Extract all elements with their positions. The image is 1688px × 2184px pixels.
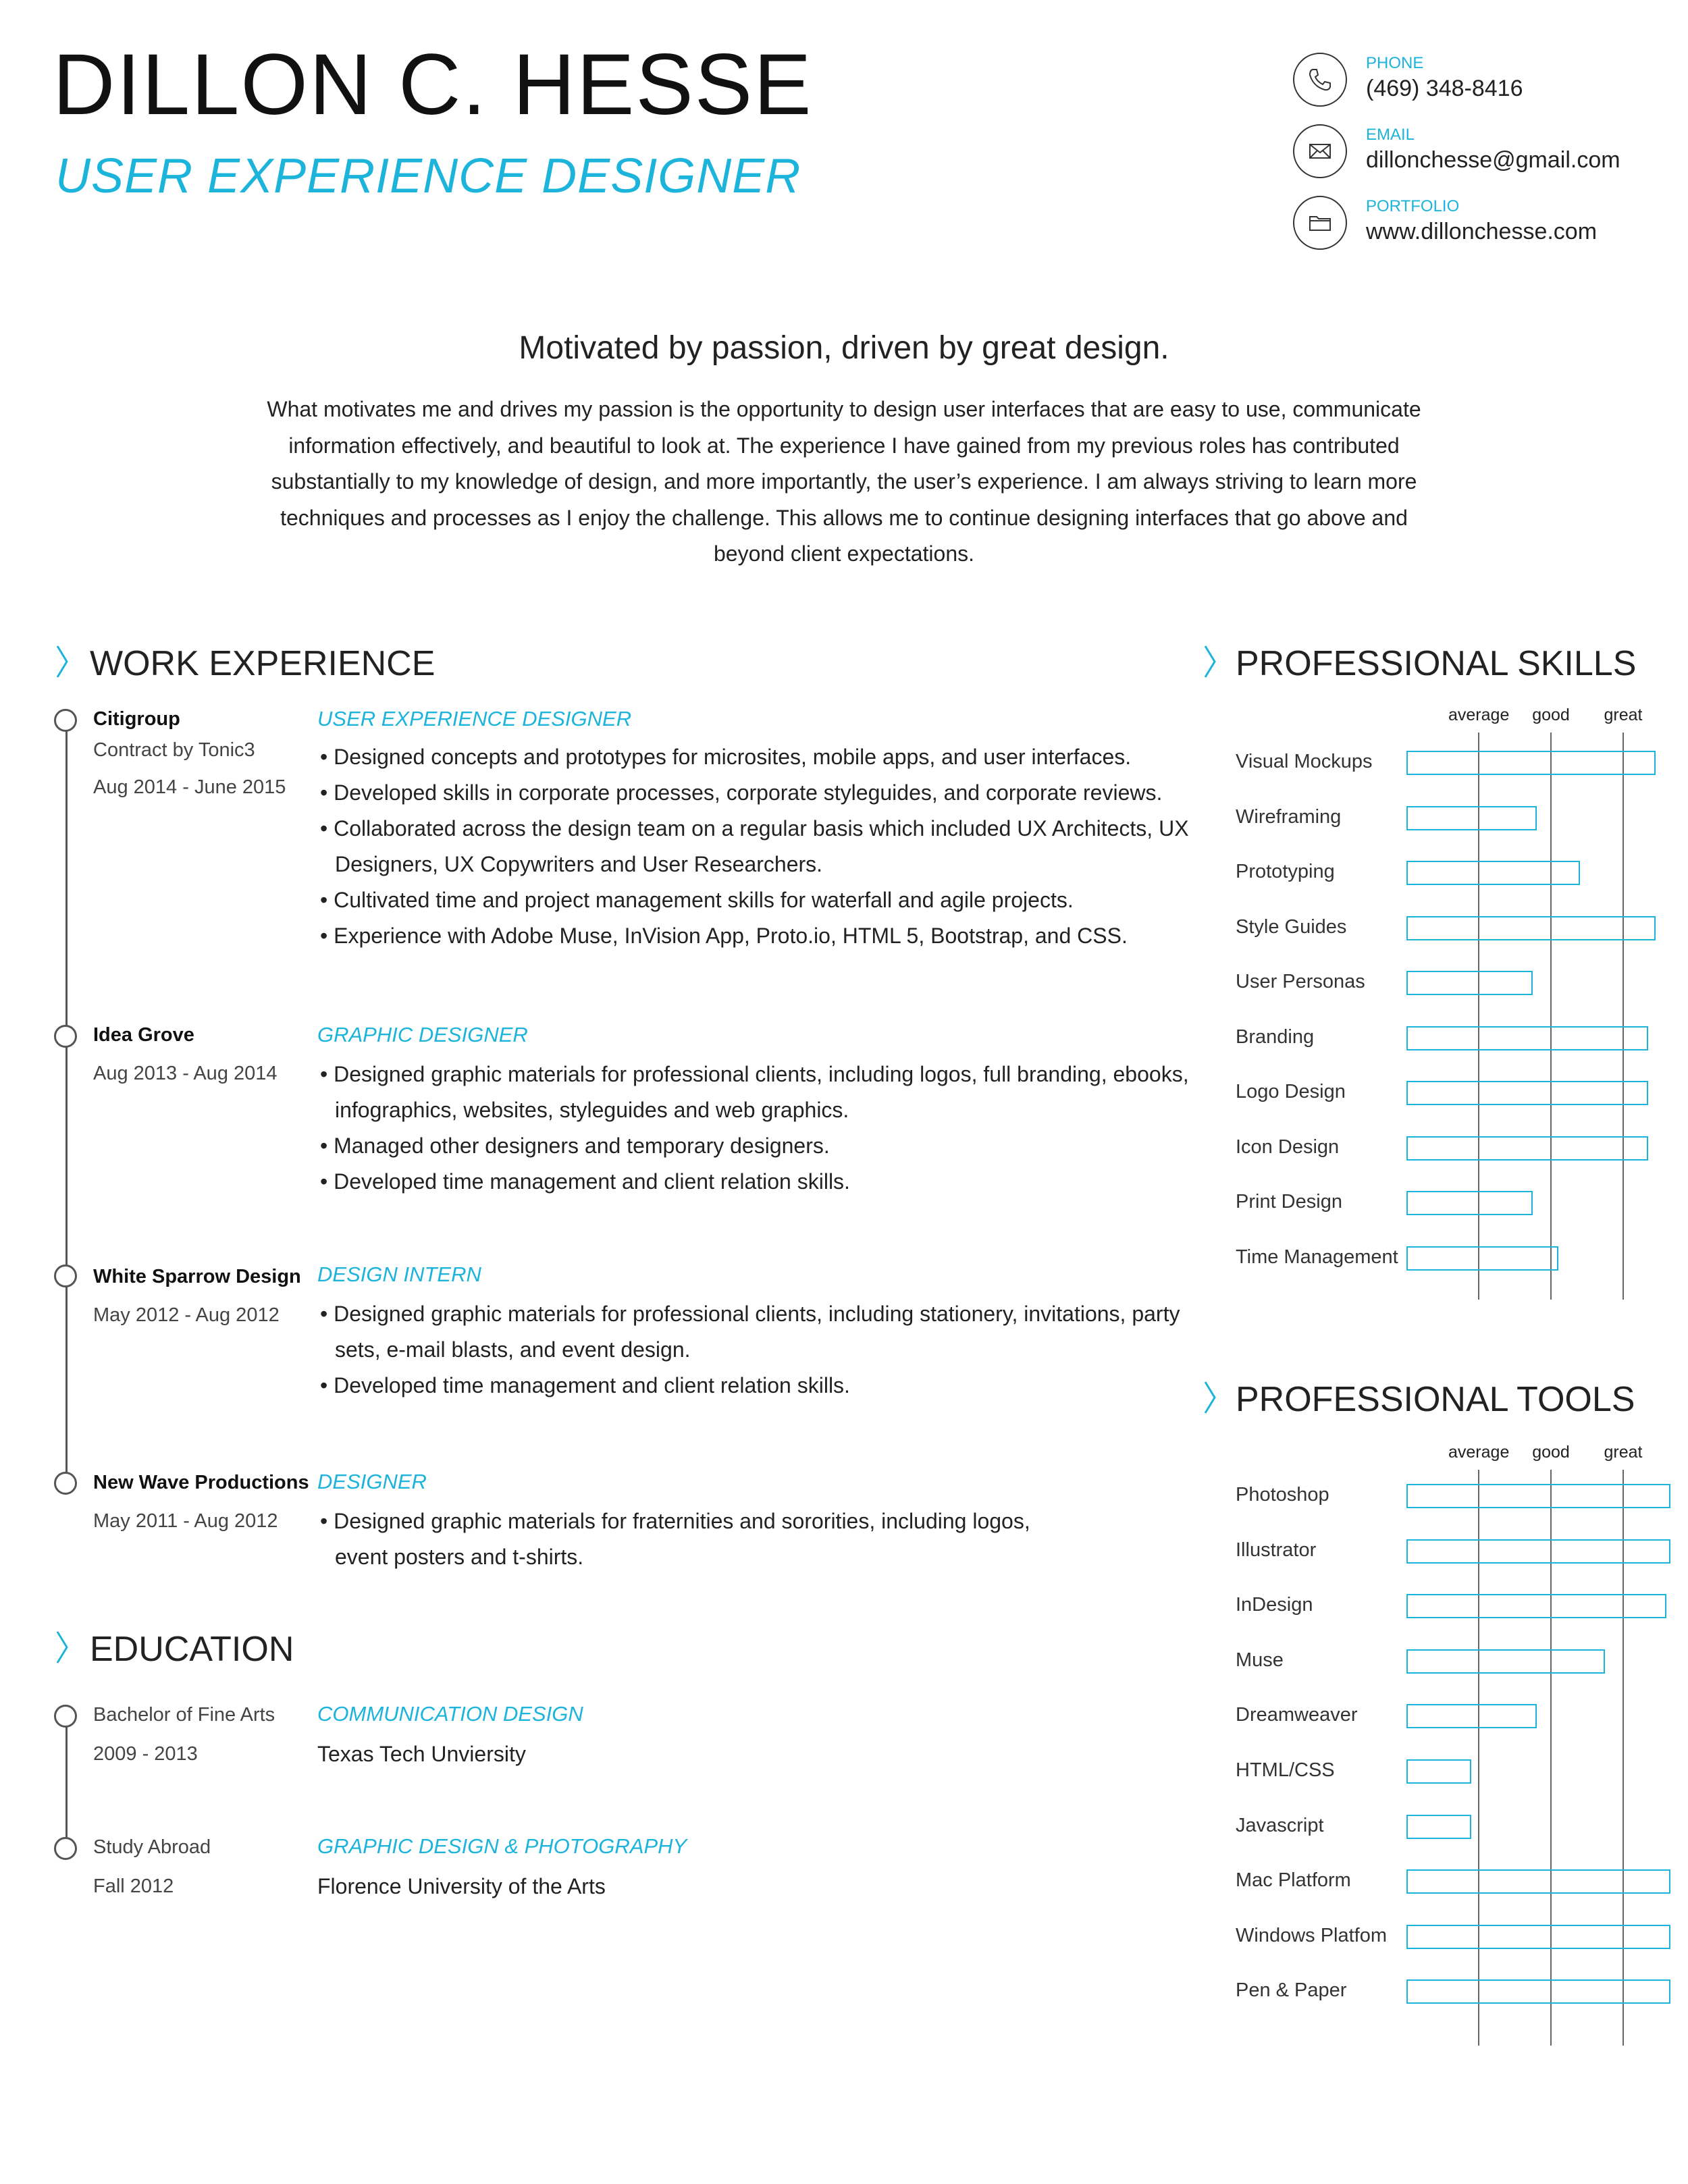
- skill-label: Print Design: [1236, 1191, 1342, 1213]
- job-bullet: • Developed time management and client relation skills.: [320, 1373, 850, 1397]
- job-role: DESIGNER: [317, 1470, 427, 1493]
- skill-bar: [1406, 806, 1537, 830]
- folder-icon: [1293, 196, 1347, 250]
- edu-dates: Fall 2012: [93, 1875, 174, 1897]
- work-timeline: [65, 719, 68, 1482]
- skill-bar: [1406, 861, 1580, 885]
- chevron-right-icon: [1203, 1381, 1217, 1414]
- job-dates: Aug 2013 - Aug 2014: [93, 1063, 278, 1084]
- resume-title: USER EXPERIENCE DESIGNER: [55, 149, 801, 203]
- tool-bar: [1406, 1704, 1537, 1728]
- contact-email: [1293, 124, 1658, 182]
- summary: What motivates me and drives my passion is the opportunity to design user interfaces that are easy to use, communicate information effectively, and beautiful to look at. The experience I have gained from my previous roles has contributed substantially to my knowledge of design, and more importantly, the user’s experience. I am always striving to learn more techniques and processes as I enjoy the challenge. This allows me to continue designing interfaces that go above and beyond client expectations.: [267, 397, 1421, 566]
- skill-bar: [1406, 1026, 1648, 1050]
- skill-label: Visual Mockups: [1236, 751, 1373, 772]
- scale-label-good: good: [1532, 1443, 1570, 1462]
- job-company: White Sparrow Design: [93, 1266, 301, 1287]
- skill-bar: [1406, 751, 1656, 775]
- tool-bar: [1406, 1925, 1670, 1949]
- job-company: Idea Grove: [93, 1024, 194, 1046]
- skill-bar: [1406, 971, 1533, 995]
- tool-label: Windows Platfom: [1236, 1924, 1388, 1946]
- job-bullet: • Designed graphic materials for professional clients, including stationery, invitations, party sets, e-mail blasts, and event design.: [320, 1302, 1180, 1362]
- job-company: Citigroup: [93, 708, 180, 730]
- job-dates: Aug 2014 - June 2015: [93, 776, 286, 798]
- contact-label: PHONE: [1366, 54, 1424, 72]
- skill-bar: [1406, 916, 1656, 940]
- tool-label: Illustrator: [1236, 1539, 1317, 1561]
- skill-bar: [1406, 1246, 1558, 1271]
- job-dates: May 2012 - Aug 2012: [93, 1304, 280, 1326]
- tool-label: Javascript: [1236, 1814, 1324, 1836]
- job-subtitle: Contract by Tonic3: [93, 739, 255, 761]
- skill-label: Style Guides: [1236, 915, 1347, 938]
- tool-bar: [1406, 1979, 1670, 2004]
- tool-label: InDesign: [1236, 1594, 1313, 1616]
- chevron-right-icon: [55, 645, 69, 678]
- tool-bar: [1406, 1484, 1670, 1508]
- skill-label: Wireframing: [1236, 805, 1342, 828]
- skill-label: Time Management: [1236, 1246, 1398, 1268]
- chevron-right-icon: [55, 1630, 69, 1664]
- tool-bar: [1406, 1815, 1471, 1839]
- scale-label-great: great: [1604, 705, 1643, 724]
- skill-label: Branding: [1236, 1026, 1315, 1048]
- skills-heading: PROFESSIONAL SKILLS: [1236, 644, 1637, 683]
- edu-school: Florence University of the Arts: [317, 1874, 606, 1898]
- edu-field: GRAPHIC DESIGN & PHOTOGRAPHY: [317, 1834, 687, 1858]
- job-role: GRAPHIC DESIGNER: [317, 1023, 528, 1046]
- tool-bar: [1406, 1759, 1471, 1784]
- scale-label-good: good: [1532, 705, 1570, 724]
- timeline-dot: [54, 709, 77, 732]
- job-role: USER EXPERIENCE DESIGNER: [317, 707, 632, 730]
- job-bullets: [317, 1057, 1195, 1200]
- job-bullets: [317, 739, 1195, 954]
- job-bullet: • Designed graphic materials for fraternities and sororities, including logos, event posters and t-shirts.: [320, 1509, 1030, 1569]
- job-bullet: • Managed other designers and temporary designers.: [320, 1134, 830, 1158]
- job-bullet: • Developed time management and client relation skills.: [320, 1169, 850, 1194]
- tool-label: Dreamweaver: [1236, 1704, 1358, 1726]
- job-bullets: [317, 1296, 1195, 1404]
- email-value: dillonchesse@gmail.com: [1366, 147, 1620, 173]
- job-bullet: • Collaborated across the design team on a regular basis which included UX Architects, UX Designers, UX Copywriters and User Researchers.: [320, 816, 1189, 876]
- scale-label-average: average: [1448, 705, 1510, 724]
- contact-phone: [1293, 53, 1658, 111]
- tools-heading: PROFESSIONAL TOOLS: [1236, 1380, 1635, 1419]
- tool-label: Muse: [1236, 1649, 1284, 1671]
- tool-bar: [1406, 1539, 1670, 1564]
- contact-portfolio: [1293, 196, 1658, 254]
- tool-bar: [1406, 1649, 1605, 1674]
- timeline-dot: [54, 1025, 77, 1048]
- job-bullet: • Designed concepts and prototypes for microsites, mobile apps, and user interfaces.: [320, 745, 1132, 769]
- work-experience-heading: WORK EXPERIENCE: [90, 644, 436, 683]
- phone-icon: [1293, 53, 1347, 107]
- tagline: Motivated by passion, driven by great design.: [519, 330, 1169, 366]
- timeline-dot: [54, 1264, 77, 1287]
- skill-bar: [1406, 1191, 1533, 1215]
- tool-bar: [1406, 1594, 1666, 1618]
- scale-line-great: [1623, 733, 1624, 1300]
- resume-name: DILLON C. HESSE: [53, 36, 813, 133]
- edu-degree: Bachelor of Fine Arts: [93, 1704, 275, 1726]
- education-heading: EDUCATION: [90, 1630, 294, 1669]
- job-role: DESIGN INTERN: [317, 1262, 481, 1286]
- tool-label: Photoshop: [1236, 1484, 1329, 1506]
- job-bullet: • Designed graphic materials for professional clients, including logos, full branding, ebooks, infographics, websites, styleguides and web graphics.: [320, 1062, 1189, 1122]
- education-timeline: [65, 1715, 68, 1850]
- scale-label-average: average: [1448, 1443, 1510, 1462]
- tool-label: Mac Platform: [1236, 1869, 1351, 1892]
- skill-label: User Personas: [1236, 971, 1365, 992]
- job-company: New Wave Productions: [93, 1472, 309, 1493]
- job-bullet: • Developed skills in corporate processes, corporate styleguides, and corporate reviews.: [320, 780, 1163, 805]
- job-bullets: [317, 1503, 1074, 1575]
- contact-label: EMAIL: [1366, 126, 1415, 144]
- chevron-right-icon: [1203, 645, 1217, 678]
- skill-label: Prototyping: [1236, 861, 1335, 882]
- job-bullet: • Cultivated time and project management skills for waterfall and agile projects.: [320, 888, 1074, 912]
- job-dates: May 2011 - Aug 2012: [93, 1510, 278, 1532]
- phone-value: (469) 348-8416: [1366, 76, 1523, 101]
- timeline-dot: [54, 1705, 77, 1728]
- job-bullet: • Experience with Adobe Muse, InVision App, Proto.io, HTML 5, Bootstrap, and CSS.: [320, 924, 1128, 948]
- skill-label: Icon Design: [1236, 1136, 1340, 1158]
- edu-dates: 2009 - 2013: [93, 1743, 198, 1765]
- timeline-dot: [54, 1472, 77, 1495]
- portfolio-value: www.dillonchesse.com: [1366, 219, 1598, 244]
- tool-bar: [1406, 1869, 1670, 1894]
- skill-label: Logo Design: [1236, 1081, 1346, 1102]
- scale-label-great: great: [1604, 1443, 1643, 1462]
- edu-degree: Study Abroad: [93, 1836, 211, 1858]
- contact-label: PORTFOLIO: [1366, 197, 1460, 215]
- timeline-dot: [54, 1837, 77, 1860]
- scale-line-good: [1550, 733, 1552, 1300]
- edu-school: Texas Tech Unviersity: [317, 1742, 526, 1766]
- envelope-icon: [1293, 124, 1347, 178]
- skill-bar: [1406, 1136, 1648, 1161]
- skill-bar: [1406, 1081, 1648, 1105]
- tool-label: HTML/CSS: [1236, 1759, 1335, 1781]
- tool-label: Pen & Paper: [1236, 1979, 1347, 2002]
- edu-field: COMMUNICATION DESIGN: [317, 1702, 583, 1726]
